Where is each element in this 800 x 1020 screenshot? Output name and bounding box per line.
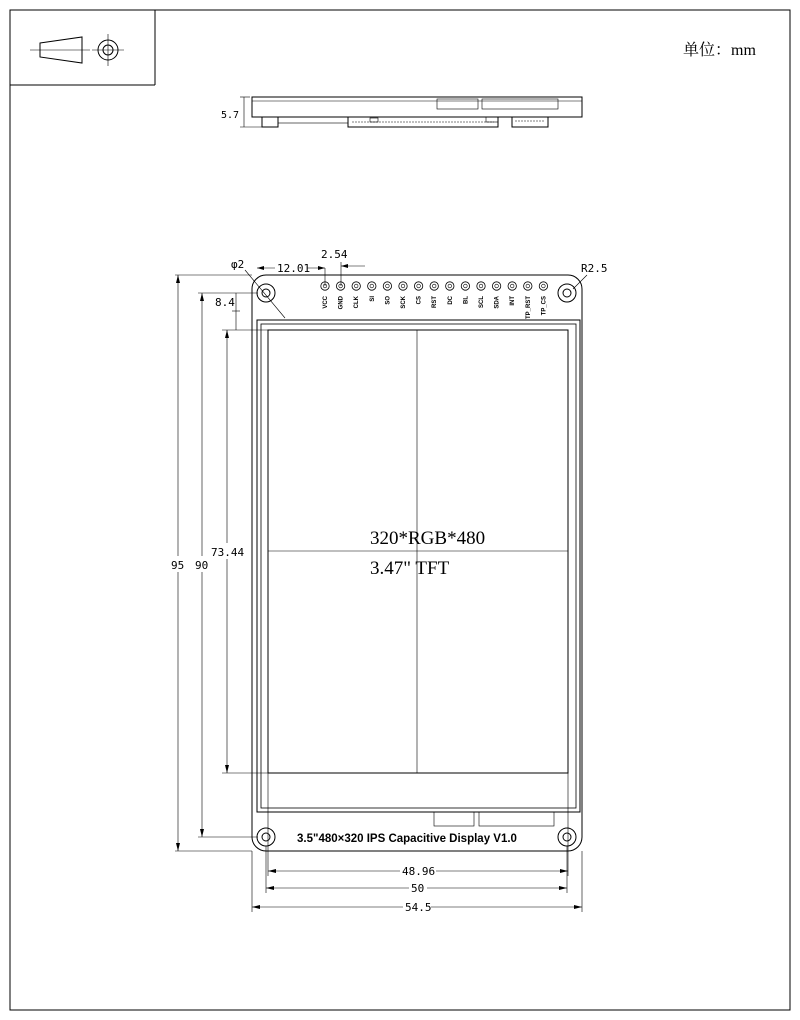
- pin-bl: [461, 282, 469, 304]
- pin-int: [508, 282, 516, 306]
- pin-tp-rst: [524, 282, 532, 319]
- mounting-hole-tr: [558, 284, 576, 302]
- pin-label: SI: [369, 296, 376, 302]
- pin-clk: [352, 282, 360, 309]
- pin-label: VCC: [323, 296, 329, 309]
- pin-label: RST: [432, 296, 439, 308]
- pin-label: TP_CS: [541, 296, 548, 316]
- active-area: [268, 330, 568, 773]
- sheet-border: [10, 10, 790, 1010]
- pin-label: INT: [510, 296, 517, 306]
- unit-label: 单位：mm: [683, 42, 756, 59]
- width-holes-dim: 50: [411, 882, 425, 895]
- pin-offset-dim: 12.01: [277, 262, 311, 275]
- width-total-dim: 54.5: [405, 901, 432, 914]
- pin-header: [321, 282, 548, 319]
- pin-sck: [399, 282, 407, 309]
- projection-symbol: [10, 10, 155, 85]
- pin-so: [383, 282, 391, 305]
- side-view: [221, 97, 582, 127]
- top-offset-dim: 8.4: [215, 296, 235, 309]
- corner-radius-dim: R2.5: [581, 262, 608, 275]
- pin-si: [368, 282, 376, 302]
- pin-rst: [430, 282, 438, 308]
- mounting-hole-br: [558, 828, 576, 846]
- pin-cs: [414, 282, 422, 305]
- height-total-dim: 95: [171, 559, 185, 572]
- pin-label: SO: [385, 296, 392, 305]
- pin-sda: [492, 282, 500, 309]
- side-thickness-dim: 5.7: [221, 110, 240, 121]
- pin-label: CS: [416, 296, 423, 305]
- pin-label: SCL: [479, 296, 485, 308]
- panel-type-label: 3.47" TFT: [370, 558, 450, 579]
- pin-tp-cs: [539, 282, 547, 316]
- pin-label: CLK: [354, 296, 361, 309]
- silkscreen-label: 3.5"480×320 IPS Capacitive Display V1.0: [297, 833, 517, 845]
- mounting-hole-bl: [257, 828, 275, 846]
- pin-pitch-dim: 2.54: [321, 248, 348, 261]
- pin-label: SCK: [401, 296, 407, 309]
- pin-scl: [477, 282, 485, 308]
- hole-diameter-dim: φ2: [231, 258, 245, 271]
- resolution-label: 320*RGB*480: [370, 528, 486, 549]
- pin-label: GND: [338, 296, 345, 310]
- mounting-hole-tl: [257, 284, 275, 302]
- height-holes-dim: 90: [195, 559, 209, 572]
- pin-label: SDA: [494, 296, 501, 309]
- pin-label: DC: [447, 296, 454, 305]
- pin-label: TP_RST: [525, 296, 532, 320]
- width-active-dim: 48.96: [402, 865, 436, 878]
- pin-label: BL: [463, 296, 470, 304]
- pin-dc: [446, 282, 454, 305]
- front-view: [169, 248, 608, 914]
- pin-gnd: [336, 282, 344, 310]
- height-active-dim: 73.44: [211, 546, 245, 559]
